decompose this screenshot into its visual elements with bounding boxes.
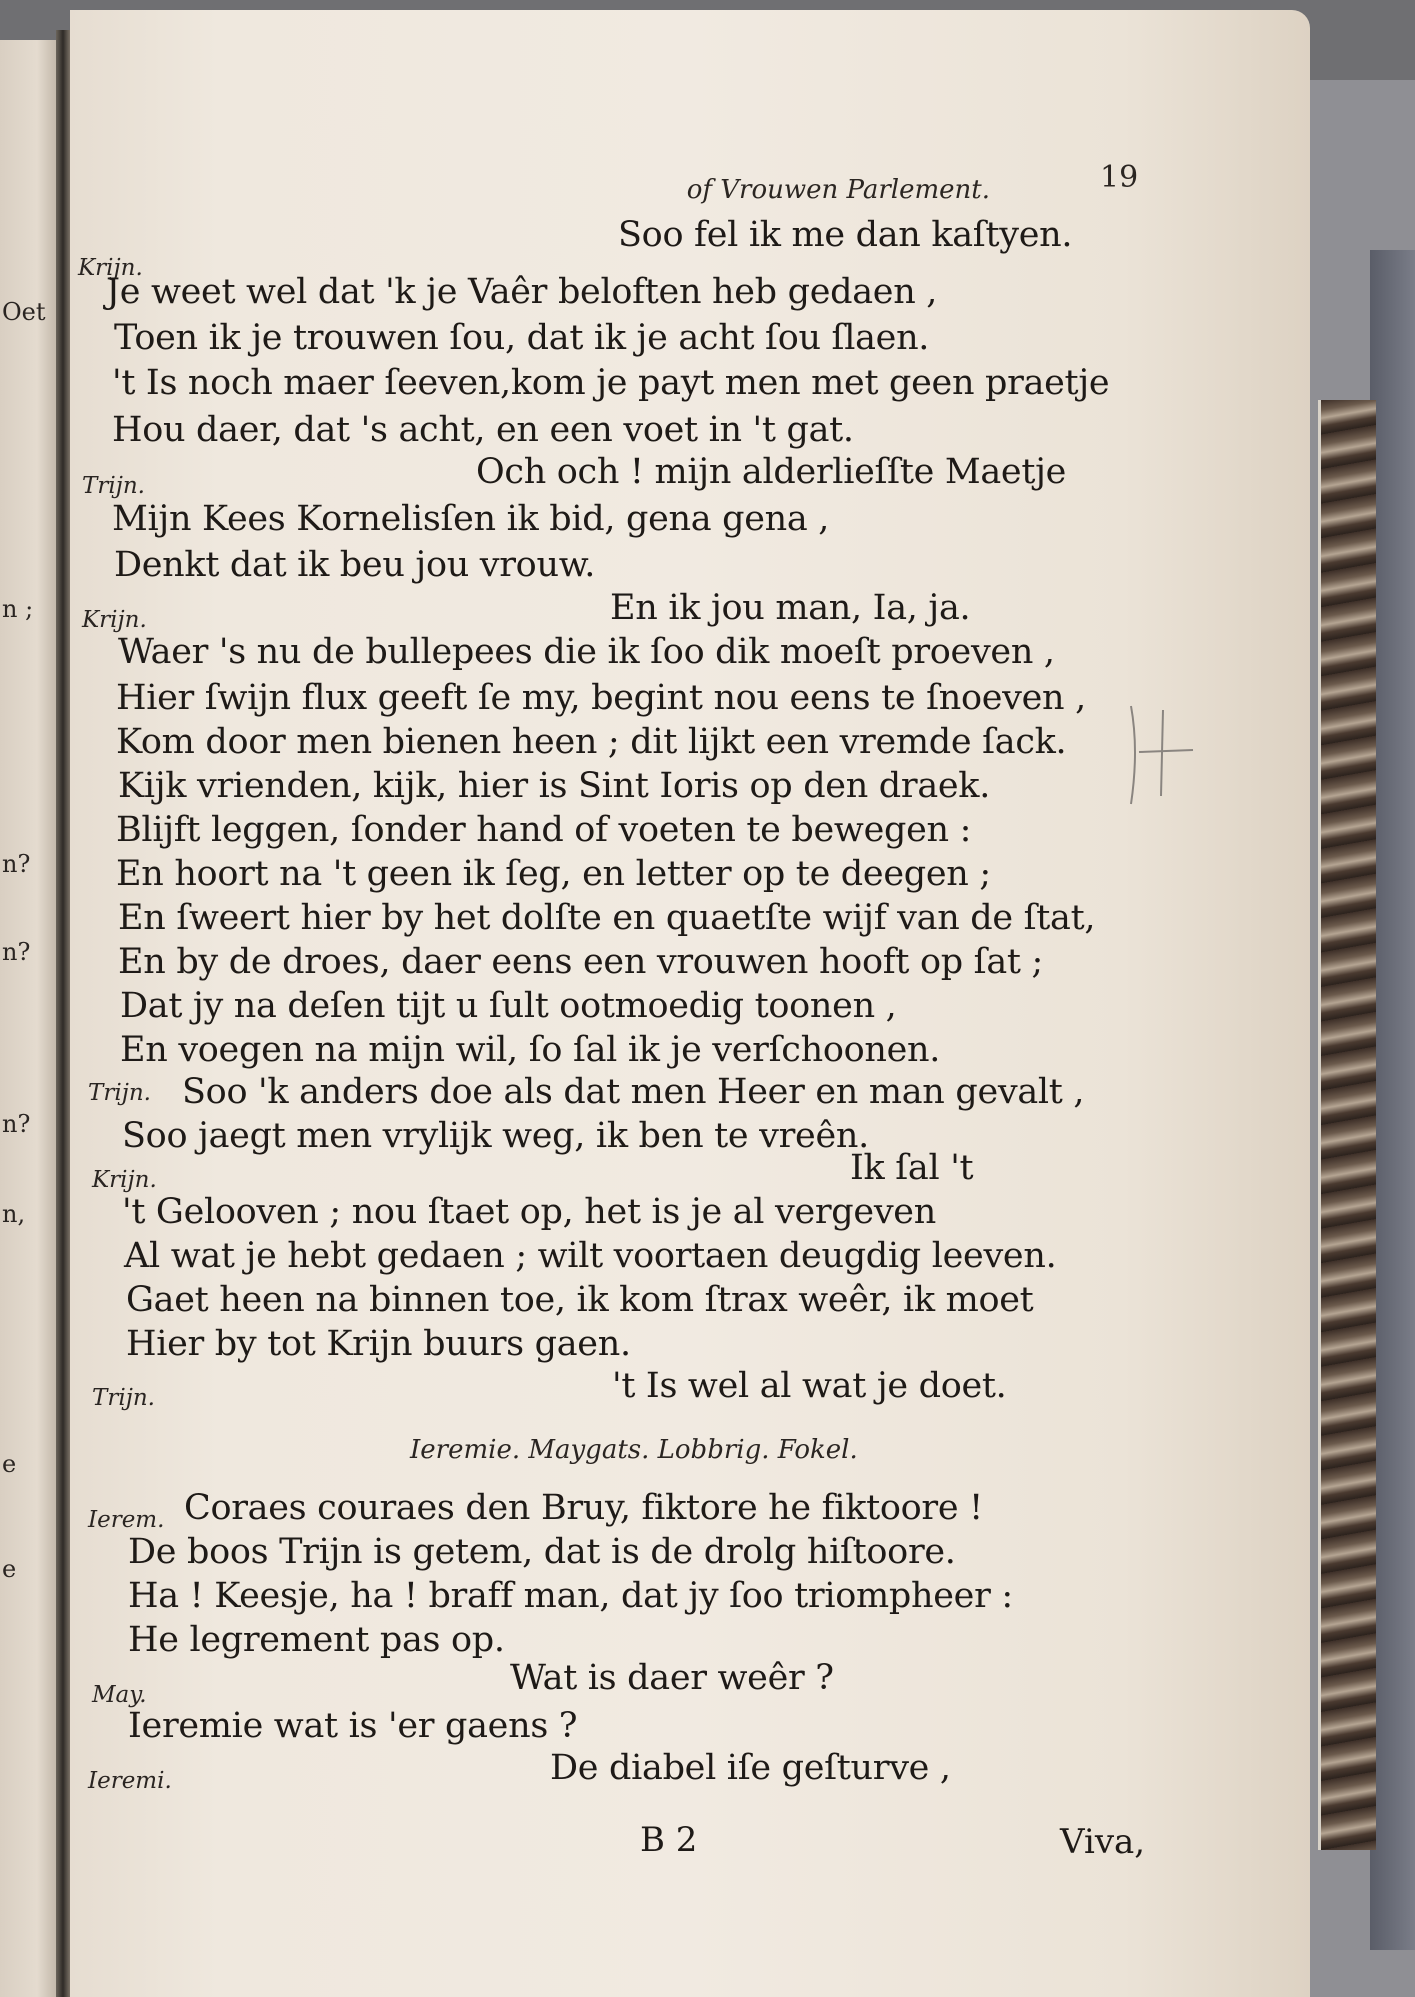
speaker-label: Krijn. — [92, 1167, 157, 1193]
text-line: He legrement pas op. — [128, 1620, 505, 1660]
left-page-fragment: e — [2, 1450, 17, 1478]
text-line: Och och ! mijn alderlieſſte Maetje — [476, 452, 1067, 492]
speaker-label: May. — [92, 1682, 147, 1708]
speaker-label: Trijn. — [92, 1385, 155, 1411]
speaker-label: Krijn. — [78, 255, 143, 281]
text-line: Ik ſal 't — [850, 1148, 974, 1188]
text-line: De diabel iſe geſturve , — [550, 1748, 951, 1788]
text-line: Hier ſwijn flux geeft ſe my, begint nou eens te ſnoeven , — [116, 678, 1086, 718]
left-page-fragment: n, — [2, 1200, 26, 1228]
text-line: Coraes couraes den Bruy, fiktore he fiktoore ! — [184, 1488, 983, 1528]
left-page-fragment: n? — [2, 1110, 31, 1138]
text-line: En ik jou man, Ia, ja. — [610, 588, 971, 628]
left-page-fragment: n? — [2, 938, 31, 966]
text-line: Kom door men bienen heen ; dit lijkt een vremde ſack. — [116, 722, 1067, 762]
text-line: De boos Trijn is getem, dat is de drolg hiſtoore. — [128, 1532, 956, 1572]
text-line: Waer 's nu de bullepees die ik ſoo dik moeſt proeven , — [118, 632, 1055, 672]
speaker-label: Krijn. — [82, 607, 147, 633]
speaker-label: Ierem. — [88, 1507, 165, 1533]
catchword: Viva, — [1060, 1822, 1146, 1862]
text-line: Ha ! Keesje, ha ! braff man, dat jy ſoo triompheer : — [128, 1576, 1013, 1616]
book-page — [70, 10, 1310, 1997]
text-line: 't Is wel al wat je doet. — [612, 1366, 1007, 1406]
scene-heading: Ieremie. Maygats. Lobbrig. Fokel. — [410, 1435, 858, 1465]
text-line: Al wat je hebt gedaen ; wilt voortaen deugdig leeven. — [124, 1236, 1057, 1276]
text-line: 't Gelooven ; nou ſtaet op, het is je al vergeven — [122, 1192, 936, 1232]
text-line: Toen ik je trouwen ſou, dat ik je acht ſou ſlaen. — [114, 318, 930, 358]
text-line: Wat is daer weêr ? — [510, 1658, 834, 1698]
text-line: En voegen na mijn wil, ſo ſal ik je verſchoonen. — [120, 1030, 941, 1070]
text-line: Kijk vrienden, kijk, hier is Sint Ioris op den draek. — [118, 766, 991, 806]
text-line: Mijn Kees Kornelisſen ik bid, gena gena , — [112, 499, 830, 539]
text-line: Soo 'k anders doe als dat men Heer en man gevalt , — [182, 1072, 1085, 1112]
left-page-edge — [0, 40, 62, 1997]
left-page-fragment: n ; — [2, 595, 34, 623]
speaker-label: Trijn. — [88, 1080, 151, 1106]
text-line: Gaet heen na binnen toe, ik kom ſtrax weêr, ik moet — [126, 1280, 1034, 1320]
text-line: Blijft leggen, ſonder hand of voeten te bewegen : — [116, 810, 972, 850]
speaker-label: Trijn. — [82, 473, 145, 499]
pencil-mark — [1125, 700, 1195, 810]
text-line: Hier by tot Krijn buurs gaen. — [126, 1324, 631, 1364]
text-line: En ſweert hier by het dolſte en quaetſte wijf van de ſtat, — [118, 898, 1096, 938]
text-line: En hoort na 't geen ik ſeg, en letter op te deegen ; — [116, 854, 991, 894]
book-cover-edge — [1370, 250, 1415, 1950]
text-line: Dat jy na deſen tijt u ſult ootmoedig toonen , — [120, 986, 897, 1026]
text-line: 't Is noch maer ſeeven,kom je payt men met geen praetje — [112, 363, 1110, 403]
left-page-fragment: e — [2, 1555, 17, 1583]
text-line: Je weet wel dat 'k je Vaêr beloften heb gedaen , — [106, 272, 938, 312]
page-number: 19 — [1100, 160, 1139, 195]
text-line: Hou daer, dat 's acht, en een voet in 't gat. — [112, 410, 854, 450]
text-line: Denkt dat ik beu jou vrouw. — [114, 545, 596, 585]
text-line: Soo fel ik me dan kaſtyen. — [618, 215, 1073, 255]
marbled-endpaper — [1318, 400, 1376, 1850]
text-line: Soo jaegt men vrylijk weg, ik ben te vreên. — [122, 1116, 869, 1156]
speaker-label: Ieremi. — [88, 1768, 172, 1794]
book-gutter — [56, 30, 70, 1997]
left-page-fragment: n? — [2, 850, 31, 878]
text-line: Ieremie wat is 'er gaens ? — [128, 1706, 578, 1746]
left-page-fragment: Oet — [2, 298, 46, 326]
running-head: of Vrouwen Parlement. — [686, 175, 990, 205]
signature-mark: B 2 — [640, 1820, 698, 1860]
text-line: En by de droes, daer eens een vrouwen hooft op ſat ; — [118, 942, 1043, 982]
